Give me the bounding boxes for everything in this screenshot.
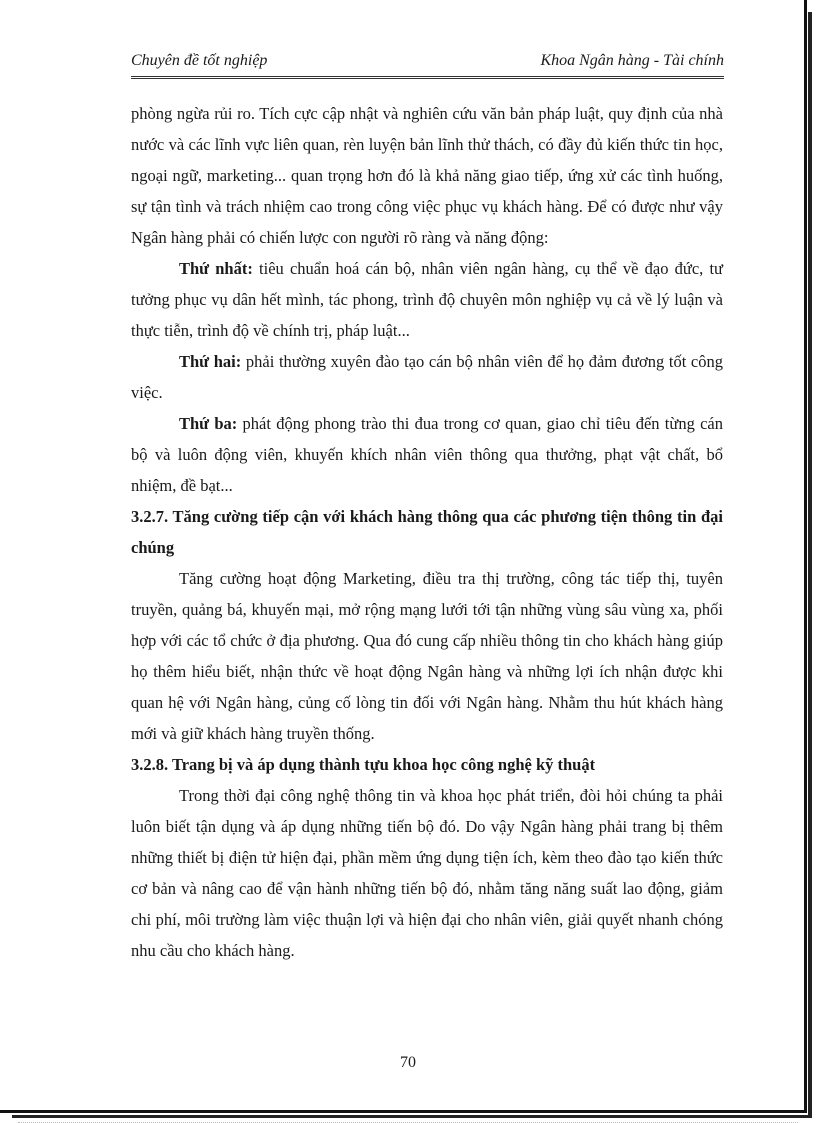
header-double-rule bbox=[131, 76, 724, 79]
paragraph-third-point bbox=[131, 408, 723, 501]
section-heading-3-2-8: 3.2.8. Trang bị và áp dụng thành tựu khoa học công nghệ kỹ thuật bbox=[131, 755, 596, 774]
page-shadow-right bbox=[808, 12, 812, 1115]
section-heading-3-2-7: 3.2.7. Tăng cường tiếp cận với khách hàng thông qua các phương tiện thông tin đại chúng bbox=[131, 507, 723, 557]
paragraph-first-point bbox=[131, 253, 723, 346]
header-left-title: Chuyên đề tốt nghiệp bbox=[131, 52, 268, 69]
first-point-text: tiêu chuẩn hoá cán bộ, nhân viên ngân hàng, cụ thể về đạo đức, tư tưởng phục vụ dân hết mình, tác phong, trình độ chuyên môn nghiệp vụ cả về lý luận và thực tiễn, trình độ về chính trị, pháp luật... bbox=[131, 259, 723, 340]
paragraph-second-point bbox=[131, 346, 723, 408]
second-point-text: phải thường xuyên đào tạo cán bộ nhân viên để họ đảm đương tốt công việc. bbox=[131, 352, 724, 402]
header-right-title: Khoa Ngân hàng - Tài chính bbox=[540, 52, 724, 69]
first-point-label: Thứ nhất: bbox=[179, 259, 253, 278]
paragraph-continuation: phòng ngừa rủi ro. Tích cực cập nhật và nghiên cứu văn bản pháp luật, quy định của nhà nước và các lĩnh vực liên quan, rèn luyện bản lĩnh thử thách, có đầy đủ kiến thức tin học, ngoại ngữ, marketing... quan trọng hơn đó là khả năng giao tiếp, ứng xử các tình huống, sự tận tình và trách nhiệm cao trong công việc phục vụ khách hàng. Để có được như vậy Ngân hàng phải có chiến lược con người rõ ràng và năng động: bbox=[131, 104, 723, 247]
second-point-label: Thứ hai: bbox=[179, 352, 242, 371]
page-header bbox=[131, 52, 724, 76]
third-point-text: phát động phong trào thi đua trong cơ quan, giao chỉ tiêu đến từng cán bộ và luôn động viên, khuyến khích nhân viên thông qua thưởng, phạt vật chất, bổ nhiệm, đề bạt... bbox=[131, 414, 723, 495]
document-body bbox=[131, 98, 723, 966]
page-shadow-bottom bbox=[12, 1115, 812, 1118]
paragraph-section-3-2-7: Tăng cường hoạt động Marketing, điều tra thị trường, công tác tiếp thị, tuyên truyền, quảng bá, khuyến mại, mở rộng mạng lưới tới tận những vùng sâu vùng xa, phối hợp với các tổ chức ở địa phương. Qua đó cung cấp nhiều thông tin cho khách hàng giúp họ thêm hiểu biết, nhận thức về hoạt động Ngân hàng và những lợi ích nhận được khi quan hệ với Ngân hàng, củng cố lòng tin đối với Ngân hàng. Nhằm thu hút khách hàng mới và giữ khách hàng truyền thống. bbox=[131, 569, 723, 743]
paragraph-section-3-2-8: Trong thời đại công nghệ thông tin và khoa học phát triển, đòi hỏi chúng ta phải luôn biết tận dụng và áp dụng những tiến bộ đó. Do vậy Ngân hàng phải trang bị thêm những thiết bị điện tử hiện đại, phần mềm ứng dụng tiện ích, kèm theo đào tạo kiến thức cơ bản và nâng cao để vận hành những tiến bộ đó, nhằm tăng năng suất lao động, giảm chi phí, môi trường làm việc thuận lợi và hiện đại cho nhân viên, giải quyết nhanh chóng nhu cầu cho khách hàng. bbox=[131, 786, 723, 960]
third-point-label: Thứ ba: bbox=[179, 414, 238, 433]
page-number: 70 bbox=[400, 1054, 416, 1071]
